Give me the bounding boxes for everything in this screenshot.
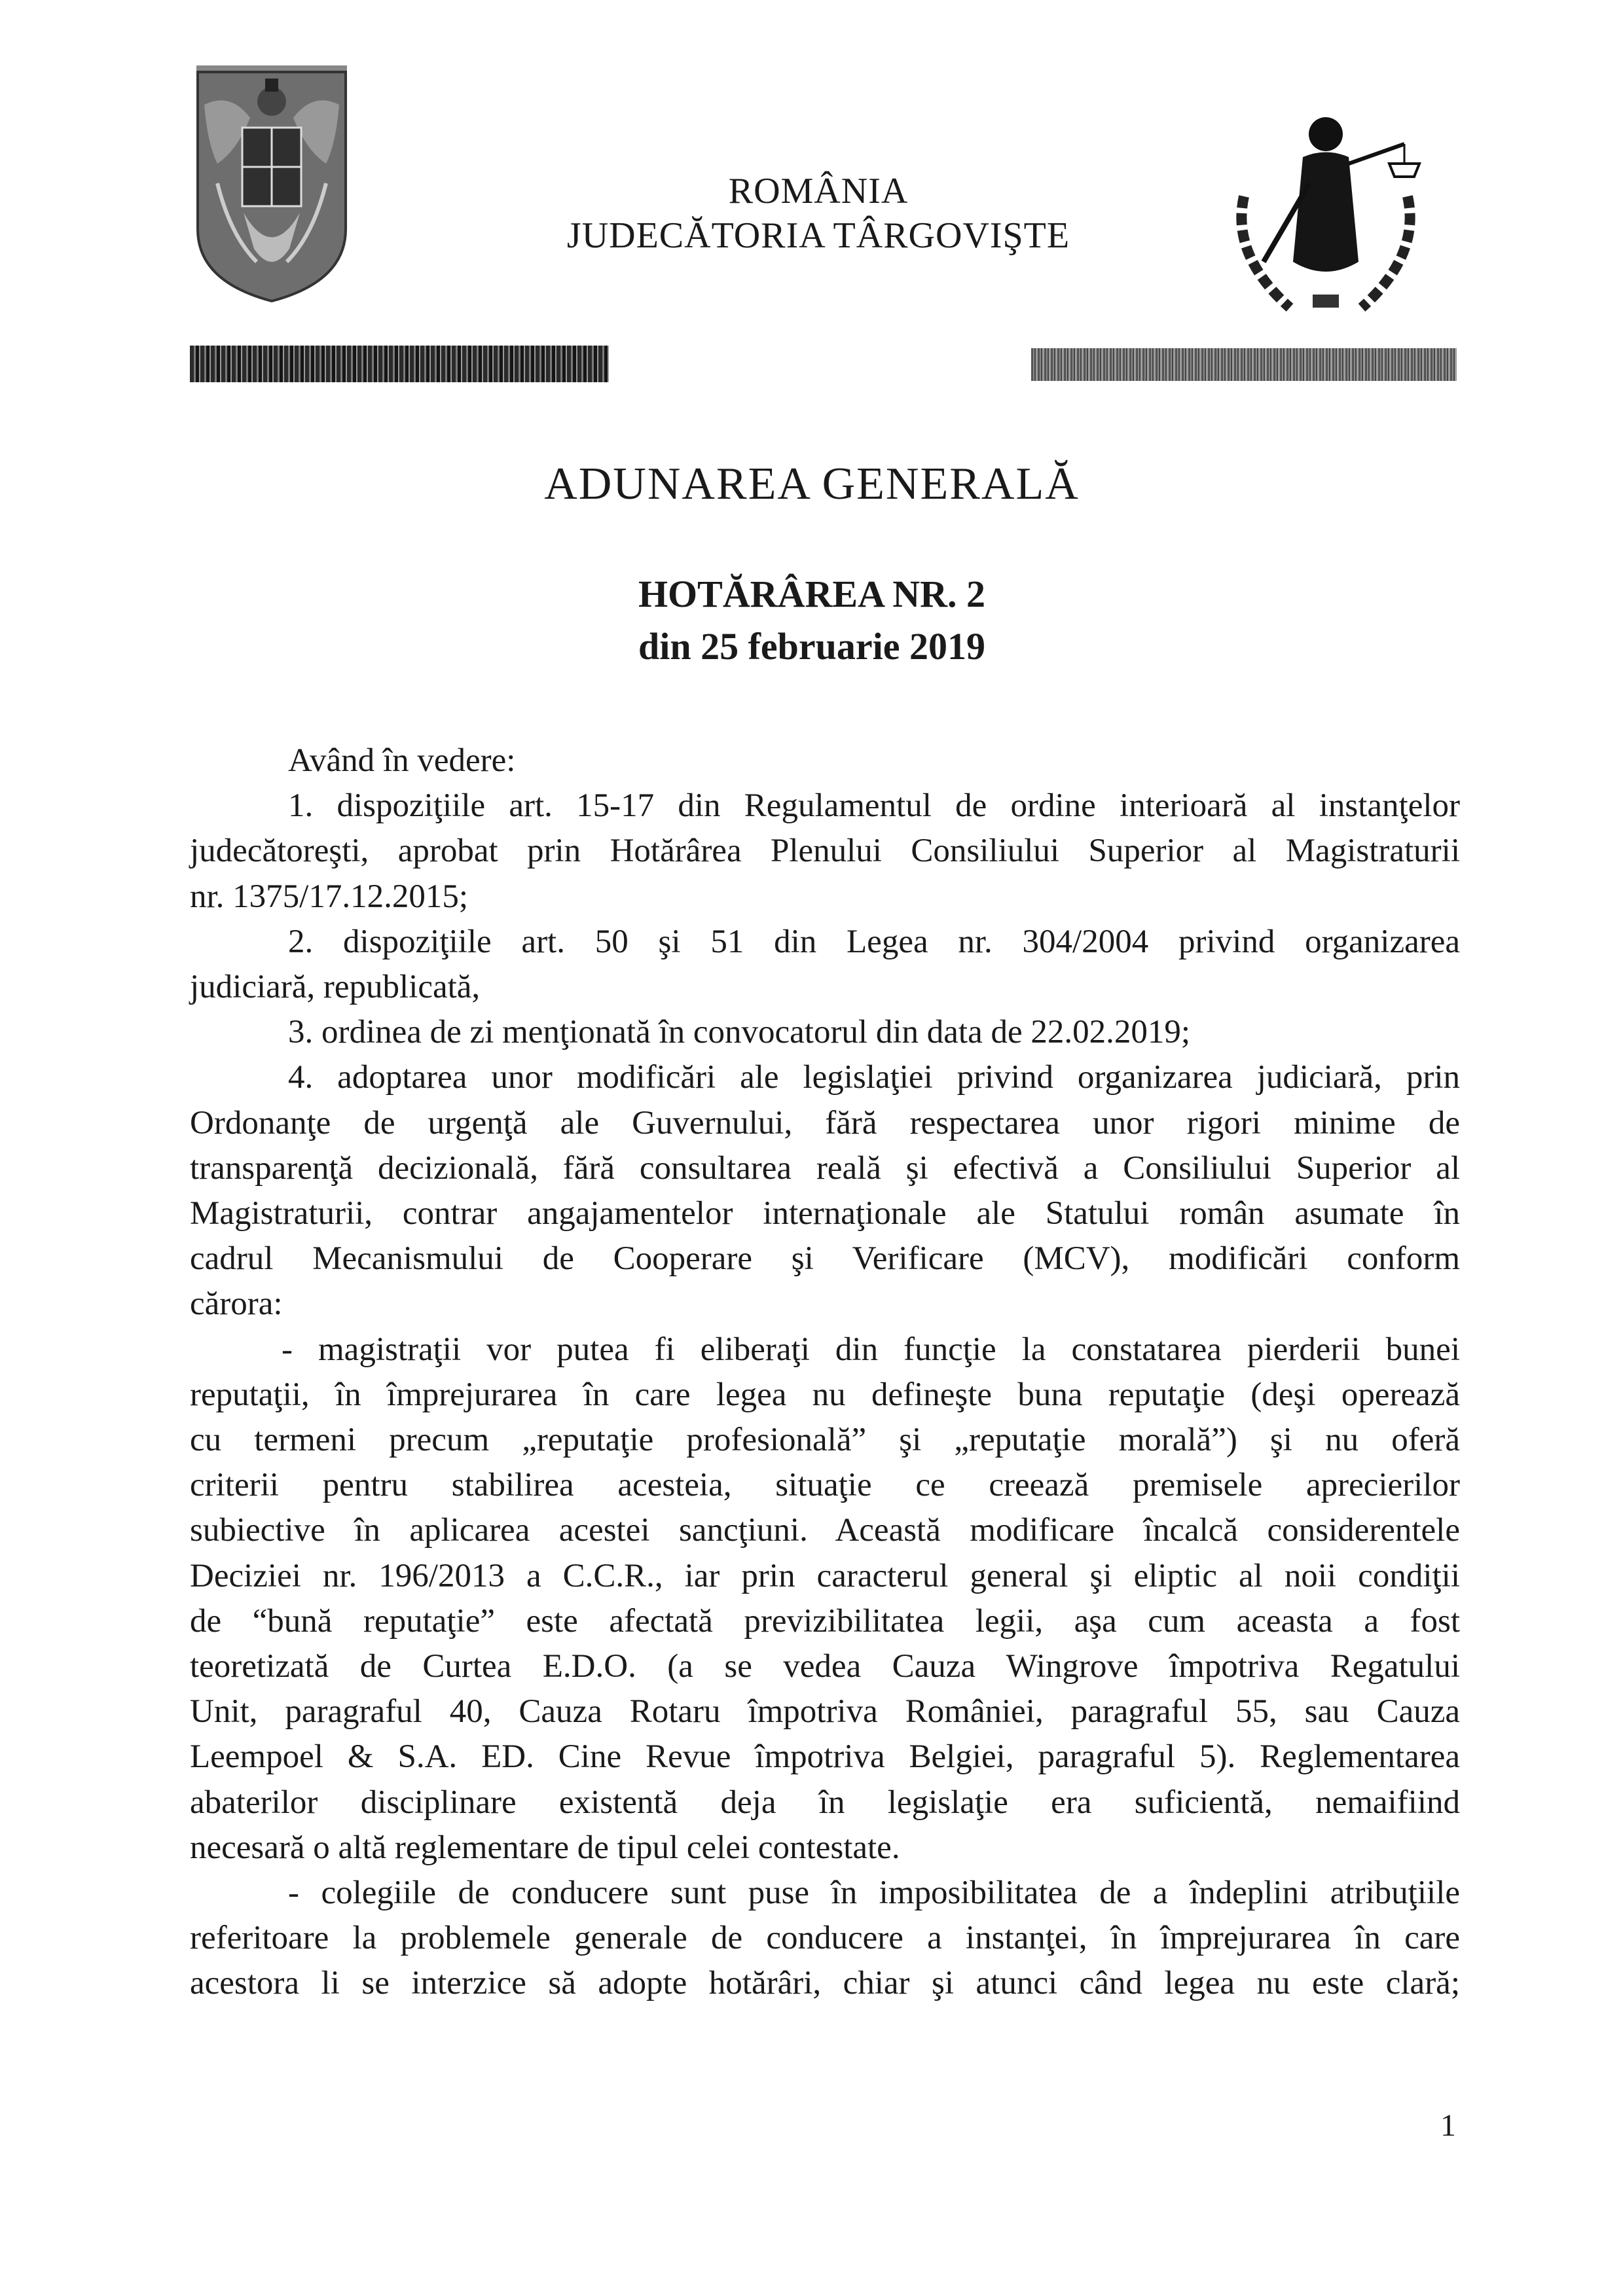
decision-heading <box>262 568 1362 673</box>
decision-date: din 25 februarie 2019 <box>638 625 986 668</box>
body-line: 2. dispoziţiile art. 50 şi 51 din Legea nr. 304/2004 privind organizarea <box>288 923 1460 960</box>
header-band-right <box>1031 348 1457 381</box>
body-line: transparenţă decizională, fără consultarea reală şi efectivă a Consiliului Superior al <box>190 1149 1460 1187</box>
document-body <box>190 738 1460 2007</box>
header-court: JUDECĂTORIA TÂRGOVIŞTE <box>566 215 1070 256</box>
body-line: de “bună reputaţie” este afectată previzibilitatea legii, aşa cum aceasta a fost <box>190 1602 1460 1640</box>
body-line: criterii pentru stabilirea acesteia, situaţie ce creează premisele aprecierilor <box>190 1467 1460 1504</box>
body-line: Ordonanţe de urgenţă ale Guvernului, fără respectarea unor rigori minime de <box>190 1104 1460 1141</box>
body-line: abaterilor disciplinare existentă deja în legislaţie era suficientă, nemaifiind <box>190 1784 1460 1821</box>
header-band-left <box>190 346 609 382</box>
body-line: cadrul Mecanismului de Cooperare şi Verificare (MCV), modificări conform <box>190 1240 1460 1278</box>
body-line: necesară o altă reglementare de tipul celei contestate. <box>190 1829 900 1866</box>
body-line: 3. ordinea de zi menţionată în convocatorul din data de 22.02.2019; <box>288 1014 1191 1051</box>
body-line: - colegiile de conducere sunt puse în imposibilitatea de a îndeplini atribuţiile <box>288 1874 1460 1912</box>
page-number: 1 <box>1440 2108 1456 2143</box>
justice-emblem-icon <box>1218 98 1434 327</box>
header-country: ROMÂNIA <box>728 171 909 211</box>
body-line: teoretizată de Curtea E.D.O. (a se vedea Cauza Wingrove împotriva Regatului <box>190 1648 1460 1685</box>
body-line: Unit, paragraful 40, Cauza Rotaru împotriva României, paragraful 55, sau Cauza <box>190 1693 1460 1731</box>
body-line: Leempoel & S.A. ED. Cine Revue împotriva Belgiei, paragraful 5). Reglementarea <box>190 1738 1460 1776</box>
body-line: referitoare la problemele generale de conducere a instanţei, în împrejurarea în care <box>190 1920 1460 1957</box>
body-line: 1. dispoziţiile art. 15-17 din Regulamentul de ordine interioară al instanţelor <box>288 787 1460 825</box>
body-line: nr. 1375/17.12.2015; <box>190 878 469 915</box>
body-line: Magistraturii, contrar angajamentelor internaţionale ale Statului român asumate în <box>190 1195 1460 1232</box>
body-line: acestora li se interzice să adopte hotărâri, chiar şi atunci când legea nu este clară; <box>190 1965 1460 2002</box>
document-title: ADUNAREA GENERALĂ <box>544 459 1080 509</box>
coat-of-arms-icon <box>191 65 352 305</box>
body-line: judiciară, republicată, <box>190 969 481 1006</box>
body-line: cu termeni precum „reputaţie profesională” şi „reputaţie morală”) şi nu oferă <box>190 1422 1460 1459</box>
decision-number: HOTĂRÂREA NR. 2 <box>638 573 986 615</box>
body-line: judecătoreşti, aprobat prin Hotărârea Plenului Consiliului Superior al Magistraturii <box>190 833 1460 870</box>
body-line: Deciziei nr. 196/2013 a C.C.R., iar prin caracterul general şi eliptic al noii condiţii <box>190 1557 1460 1594</box>
body-line: - magistraţii vor putea fi eliberaţi din funcţie la constatarea pierderii bunei <box>282 1331 1460 1368</box>
body-line: cărora: <box>190 1285 283 1323</box>
body-line: 4. adoptarea unor modificări ale legislaţiei privind organizarea judiciară, prin <box>288 1059 1460 1096</box>
body-line: reputaţii, în împrejurarea în care legea nu defineşte buna reputaţie (deşi operează <box>190 1376 1460 1413</box>
body-line: subiective în aplicarea acestei sancţiuni. Această modificare încalcă considerentele <box>190 1512 1460 1549</box>
header-block <box>458 169 1178 258</box>
body-line: Având în vedere: <box>288 742 516 779</box>
